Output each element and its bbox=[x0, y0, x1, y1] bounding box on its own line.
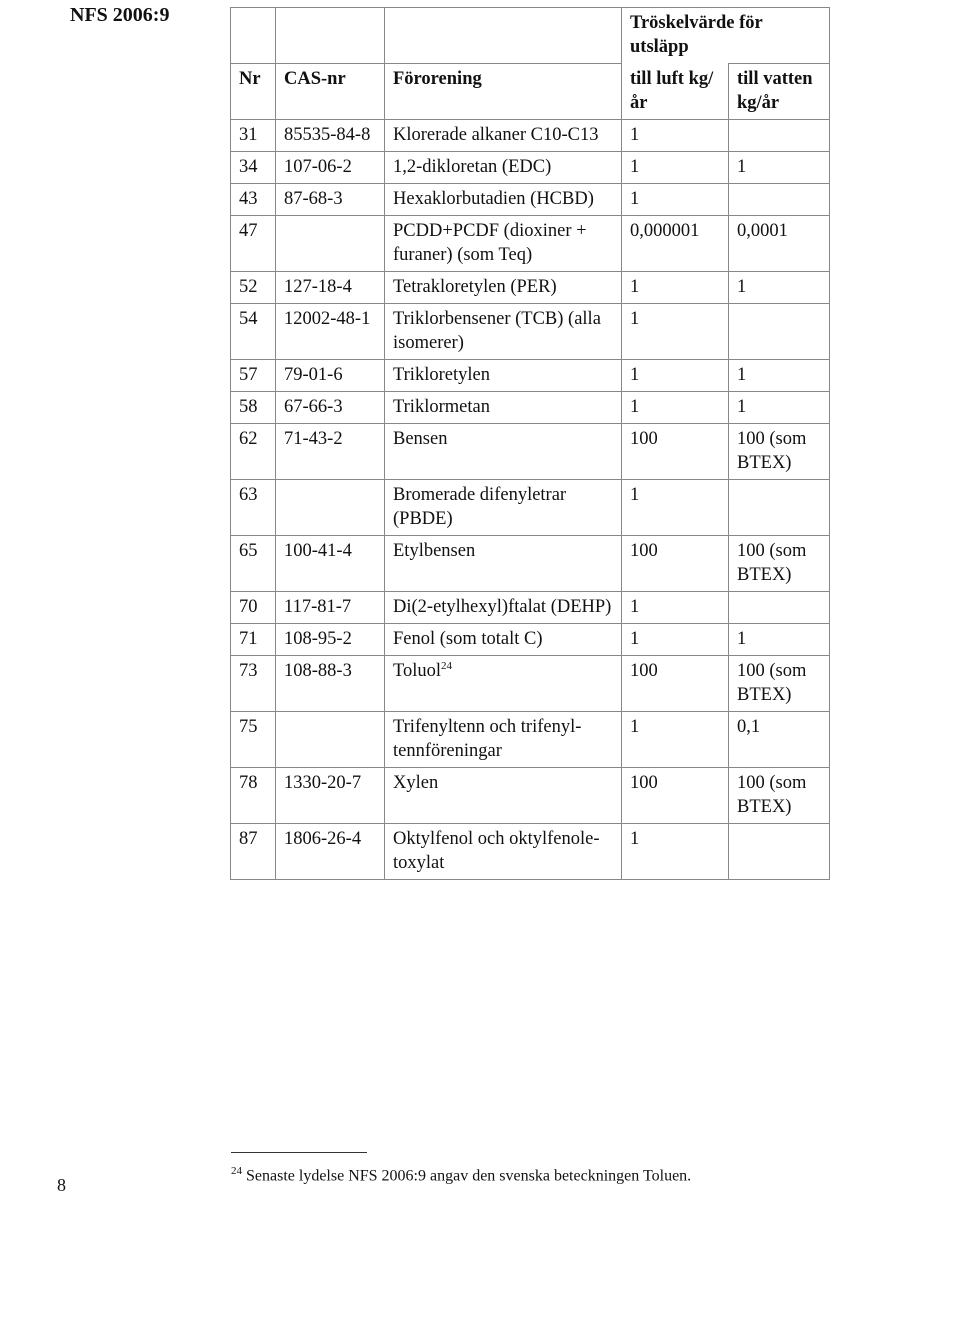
cell-nr-text: 63 bbox=[239, 485, 258, 505]
cell-nr bbox=[231, 424, 276, 480]
cell-air-text: 1 bbox=[630, 397, 640, 417]
cell-pollutant bbox=[385, 360, 622, 392]
table-row bbox=[231, 152, 830, 184]
cell-nr bbox=[231, 712, 276, 768]
cell-nr bbox=[231, 536, 276, 592]
cell-nr-text: 54 bbox=[239, 309, 258, 329]
table-row bbox=[231, 120, 830, 152]
cell-pollutant bbox=[385, 656, 622, 712]
cell-pollutant bbox=[385, 424, 622, 480]
cell-air-text: 1 bbox=[630, 629, 640, 649]
cell-pollutant-text: Bromerade difenyletrar (PBDE) bbox=[393, 485, 567, 529]
cell-water bbox=[729, 360, 830, 392]
cell-pollutant bbox=[385, 120, 622, 152]
col-header-nr: Nr bbox=[231, 64, 276, 120]
cell-cas bbox=[276, 152, 385, 184]
cell-pollutant bbox=[385, 624, 622, 656]
column-header-row bbox=[231, 64, 830, 120]
cell-water bbox=[729, 656, 830, 712]
cell-air-text: 100 bbox=[630, 429, 658, 449]
cell-nr bbox=[231, 272, 276, 304]
cell-nr bbox=[231, 480, 276, 536]
cell-pollutant bbox=[385, 272, 622, 304]
cell-nr bbox=[231, 656, 276, 712]
cell-water bbox=[729, 184, 830, 216]
cell-nr-text: 34 bbox=[239, 157, 258, 177]
cell-water bbox=[729, 216, 830, 272]
cell-pollutant bbox=[385, 712, 622, 768]
cell-water-text: 1 bbox=[737, 277, 747, 297]
cell-cas-text: 100-41-4 bbox=[284, 541, 352, 561]
cell-nr-text: 62 bbox=[239, 429, 258, 449]
cell-air bbox=[622, 768, 729, 824]
cell-cas-text: 85535-84-8 bbox=[284, 125, 371, 145]
cell-nr bbox=[231, 392, 276, 424]
cell-cas bbox=[276, 304, 385, 360]
cell-water bbox=[729, 712, 830, 768]
col-header-pollutant: Förorening bbox=[385, 64, 622, 120]
cell-air bbox=[622, 656, 729, 712]
cell-pollutant bbox=[385, 536, 622, 592]
cell-air-text: 1 bbox=[630, 309, 640, 329]
cell-pollutant-text: Tetrakloretylen (PER) bbox=[393, 277, 557, 297]
cell-pollutant-text: Trifenyltenn och trifenyl-tennföreningar bbox=[393, 717, 582, 761]
cell-nr bbox=[231, 304, 276, 360]
cell-cas-text: 1330-20-7 bbox=[284, 773, 362, 793]
cell-water-text: 1 bbox=[737, 629, 747, 649]
cell-water-text: 100 (som BTEX) bbox=[737, 429, 807, 473]
table-row bbox=[231, 624, 830, 656]
cell-nr bbox=[231, 824, 276, 880]
cell-nr-text: 71 bbox=[239, 629, 258, 649]
cell-water bbox=[729, 304, 830, 360]
cell-cas-text: 108-95-2 bbox=[284, 629, 352, 649]
footnote-marker: 24 bbox=[231, 1165, 242, 1177]
cell-cas bbox=[276, 656, 385, 712]
cell-cas-text: 12002-48-1 bbox=[284, 309, 371, 329]
cell-pollutant bbox=[385, 216, 622, 272]
header-spacer bbox=[276, 8, 385, 64]
cell-nr bbox=[231, 120, 276, 152]
cell-air bbox=[622, 480, 729, 536]
cell-nr bbox=[231, 768, 276, 824]
cell-cas bbox=[276, 392, 385, 424]
cell-cas-text: 108-88-3 bbox=[284, 661, 352, 681]
cell-air bbox=[622, 424, 729, 480]
cell-air-text: 1 bbox=[630, 717, 640, 737]
cell-pollutant-text: Trikloretylen bbox=[393, 365, 490, 385]
cell-air bbox=[622, 360, 729, 392]
cell-air-text: 1 bbox=[630, 485, 640, 505]
cell-cas bbox=[276, 536, 385, 592]
cell-water-text: 1 bbox=[737, 397, 747, 417]
cell-pollutant-text: PCDD+PCDF (dioxiner + furaner) (som Teq) bbox=[393, 221, 587, 265]
cell-pollutant bbox=[385, 592, 622, 624]
cell-pollutant-text: Toluol bbox=[393, 661, 442, 681]
cell-nr-text: 58 bbox=[239, 397, 258, 417]
cell-cas bbox=[276, 824, 385, 880]
cell-water bbox=[729, 536, 830, 592]
cell-cas bbox=[276, 120, 385, 152]
cell-air bbox=[622, 624, 729, 656]
cell-water-text: 100 (som BTEX) bbox=[737, 773, 807, 817]
cell-nr-text: 70 bbox=[239, 597, 258, 617]
cell-air-text: 100 bbox=[630, 773, 658, 793]
cell-water bbox=[729, 120, 830, 152]
footnote-divider bbox=[231, 1152, 367, 1153]
cell-cas bbox=[276, 360, 385, 392]
cell-water bbox=[729, 592, 830, 624]
cell-nr bbox=[231, 624, 276, 656]
cell-air bbox=[622, 184, 729, 216]
cell-nr-text: 31 bbox=[239, 125, 258, 145]
page-number: 8 bbox=[57, 1175, 66, 1195]
cell-nr-text: 75 bbox=[239, 717, 258, 737]
cell-water bbox=[729, 272, 830, 304]
cell-water-text: 0,1 bbox=[737, 717, 761, 737]
cell-water-text: 1 bbox=[737, 365, 747, 385]
cell-cas-text: 107-06-2 bbox=[284, 157, 352, 177]
cell-nr-text: 57 bbox=[239, 365, 258, 385]
cell-nr-text: 43 bbox=[239, 189, 258, 209]
table-row bbox=[231, 304, 830, 360]
cell-pollutant bbox=[385, 304, 622, 360]
cell-cas bbox=[276, 592, 385, 624]
table-body bbox=[231, 120, 830, 880]
cell-pollutant-text: 1,2-dikloretan (EDC) bbox=[393, 157, 552, 177]
cell-water bbox=[729, 768, 830, 824]
cell-air bbox=[622, 152, 729, 184]
cell-pollutant bbox=[385, 184, 622, 216]
cell-air bbox=[622, 712, 729, 768]
cell-cas bbox=[276, 768, 385, 824]
cell-pollutant-text: Bensen bbox=[393, 429, 448, 449]
cell-water bbox=[729, 392, 830, 424]
cell-air-text: 1 bbox=[630, 277, 640, 297]
cell-air bbox=[622, 592, 729, 624]
cell-cas bbox=[276, 424, 385, 480]
cell-nr bbox=[231, 152, 276, 184]
table-row bbox=[231, 592, 830, 624]
table-row bbox=[231, 480, 830, 536]
cell-nr-text: 47 bbox=[239, 221, 258, 241]
cell-air-text: 1 bbox=[630, 125, 640, 145]
cell-air-text: 1 bbox=[630, 157, 640, 177]
col-header-water: till vatten kg/år bbox=[729, 64, 830, 120]
table-row bbox=[231, 424, 830, 480]
cell-air-text: 1 bbox=[630, 189, 640, 209]
cell-pollutant-text: Xylen bbox=[393, 773, 439, 793]
table-row bbox=[231, 824, 830, 880]
cell-water bbox=[729, 480, 830, 536]
cell-pollutant-text: Oktylfenol och oktylfenole-toxylat bbox=[393, 829, 600, 873]
cell-air bbox=[622, 536, 729, 592]
table-row bbox=[231, 536, 830, 592]
table-row bbox=[231, 360, 830, 392]
cell-nr bbox=[231, 592, 276, 624]
cell-air-text: 1 bbox=[630, 365, 640, 385]
cell-cas-text: 79-01-6 bbox=[284, 365, 343, 385]
cell-pollutant-text: Triklorbensener (TCB) (alla isomerer) bbox=[393, 309, 601, 353]
cell-pollutant bbox=[385, 824, 622, 880]
col-header-cas: CAS-nr bbox=[276, 64, 385, 120]
cell-cas-text: 67-66-3 bbox=[284, 397, 343, 417]
header-spacer bbox=[231, 8, 276, 64]
footnote-text: Senaste lydelse NFS 2006:9 angav den svenska beteckningen Toluen. bbox=[246, 1167, 692, 1185]
table-row bbox=[231, 392, 830, 424]
table-row bbox=[231, 216, 830, 272]
cell-pollutant bbox=[385, 768, 622, 824]
cell-cas-text: 1806-26-4 bbox=[284, 829, 362, 849]
cell-pollutant bbox=[385, 152, 622, 184]
cell-cas bbox=[276, 480, 385, 536]
cell-water bbox=[729, 424, 830, 480]
cell-water-text: 100 (som BTEX) bbox=[737, 661, 807, 705]
table-row bbox=[231, 768, 830, 824]
cell-air bbox=[622, 304, 729, 360]
cell-pollutant bbox=[385, 480, 622, 536]
cell-pollutant-text: Fenol (som totalt C) bbox=[393, 629, 543, 649]
cell-cas-text: 117-81-7 bbox=[284, 597, 352, 617]
cell-air bbox=[622, 120, 729, 152]
cell-pollutant-text: Hexaklorbutadien (HCBD) bbox=[393, 189, 594, 209]
header-spacer bbox=[385, 8, 622, 64]
footnote bbox=[231, 1165, 691, 1185]
cell-air-text: 100 bbox=[630, 661, 658, 681]
cell-nr bbox=[231, 360, 276, 392]
threshold-group-header: Tröskelvärde för utsläpp bbox=[622, 8, 830, 64]
cell-air-text: 1 bbox=[630, 829, 640, 849]
document-id: NFS 2006:9 bbox=[70, 4, 170, 26]
cell-cas bbox=[276, 184, 385, 216]
cell-cas bbox=[276, 624, 385, 656]
cell-air bbox=[622, 272, 729, 304]
cell-water-text: 100 (som BTEX) bbox=[737, 541, 807, 585]
cell-pollutant-text: Di(2-etylhexyl)ftalat (DEHP) bbox=[393, 597, 612, 617]
cell-pollutant-text: Etylbensen bbox=[393, 541, 476, 561]
cell-cas-text: 87-68-3 bbox=[284, 189, 343, 209]
cell-nr-text: 87 bbox=[239, 829, 258, 849]
cell-pollutant bbox=[385, 392, 622, 424]
cell-pollutant-text: Triklormetan bbox=[393, 397, 490, 417]
cell-water-text: 0,0001 bbox=[737, 221, 788, 241]
cell-water bbox=[729, 152, 830, 184]
cell-air bbox=[622, 824, 729, 880]
cell-nr-text: 73 bbox=[239, 661, 258, 681]
cell-air bbox=[622, 392, 729, 424]
table-row bbox=[231, 184, 830, 216]
cell-nr-text: 65 bbox=[239, 541, 258, 561]
cell-cas-text: 71-43-2 bbox=[284, 429, 343, 449]
footnote-reference: 24 bbox=[441, 659, 453, 672]
cell-air bbox=[622, 216, 729, 272]
cell-nr-text: 52 bbox=[239, 277, 258, 297]
cell-air-text: 0,000001 bbox=[630, 221, 700, 241]
cell-air-text: 1 bbox=[630, 597, 640, 617]
cell-cas-text: 127-18-4 bbox=[284, 277, 352, 297]
cell-cas bbox=[276, 216, 385, 272]
cell-cas bbox=[276, 712, 385, 768]
cell-water-text: 1 bbox=[737, 157, 747, 177]
table-row bbox=[231, 272, 830, 304]
cell-nr bbox=[231, 184, 276, 216]
threshold-table bbox=[230, 7, 830, 880]
cell-water bbox=[729, 824, 830, 880]
cell-air-text: 100 bbox=[630, 541, 658, 561]
col-header-air: till luft kg/år bbox=[622, 64, 729, 120]
cell-cas bbox=[276, 272, 385, 304]
cell-water bbox=[729, 624, 830, 656]
cell-nr bbox=[231, 216, 276, 272]
cell-pollutant-text: Klorerade alkaner C10-C13 bbox=[393, 125, 599, 145]
table-row bbox=[231, 656, 830, 712]
table-row bbox=[231, 712, 830, 768]
group-header-row bbox=[231, 8, 830, 64]
cell-nr-text: 78 bbox=[239, 773, 258, 793]
